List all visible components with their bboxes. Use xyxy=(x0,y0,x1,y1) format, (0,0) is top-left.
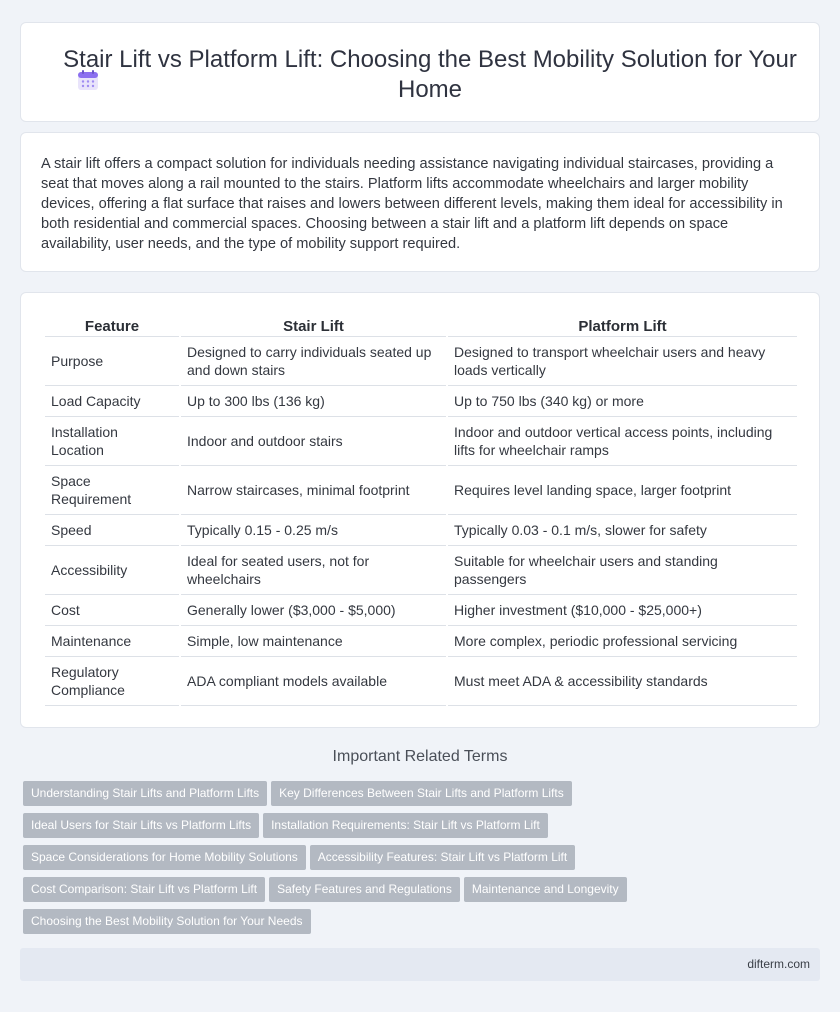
platform-lift-cell: Indoor and outdoor vertical access points, including lifts for wheelchair ramps xyxy=(448,417,797,466)
header-feature: Feature xyxy=(45,315,179,337)
platform-lift-cell: Typically 0.03 - 0.1 m/s, slower for safety xyxy=(448,515,797,546)
stair-lift-cell: Generally lower ($3,000 - $5,000) xyxy=(181,595,446,626)
table-row xyxy=(45,466,797,515)
platform-lift-cell: More complex, periodic professional servicing xyxy=(448,626,797,657)
platform-lift-cell: Suitable for wheelchair users and standing passengers xyxy=(448,546,797,595)
stair-lift-cell: Simple, low maintenance xyxy=(181,626,446,657)
footer xyxy=(20,948,820,981)
feature-cell: Maintenance xyxy=(45,626,179,657)
stair-lift-cell: Ideal for seated users, not for wheelchairs xyxy=(181,546,446,595)
table-row xyxy=(45,417,797,466)
table-header-row xyxy=(45,315,797,337)
comparison-card xyxy=(20,292,820,728)
platform-lift-cell: Higher investment ($10,000 - $25,000+) xyxy=(448,595,797,626)
feature-cell: Purpose xyxy=(45,337,179,386)
related-term-tag[interactable]: Understanding Stair Lifts and Platform Lifts xyxy=(23,781,267,806)
table-row xyxy=(45,546,797,595)
header-stair-lift: Stair Lift xyxy=(181,315,446,337)
table-row xyxy=(45,386,797,417)
platform-lift-cell: Designed to transport wheelchair users and heavy loads vertically xyxy=(448,337,797,386)
stair-lift-cell: Up to 300 lbs (136 kg) xyxy=(181,386,446,417)
platform-lift-cell: Requires level landing space, larger footprint xyxy=(448,466,797,515)
stair-lift-cell: Designed to carry individuals seated up and down stairs xyxy=(181,337,446,386)
related-terms-title: Important Related Terms xyxy=(332,748,508,765)
comparison-table xyxy=(43,315,799,706)
platform-lift-cell: Must meet ADA & accessibility standards xyxy=(448,657,797,706)
related-term-tag[interactable]: Cost Comparison: Stair Lift vs Platform Lift xyxy=(23,877,265,902)
page-title: Stair Lift vs Platform Lift: Choosing the Best Mobility Solution for Your Home xyxy=(63,46,797,103)
feature-cell: Accessibility xyxy=(45,546,179,595)
platform-lift-cell: Up to 750 lbs (340 kg) or more xyxy=(448,386,797,417)
related-term-tag[interactable]: Space Considerations for Home Mobility Solutions xyxy=(23,845,306,870)
related-term-tag[interactable]: Maintenance and Longevity xyxy=(464,877,627,902)
stair-lift-cell: Typically 0.15 - 0.25 m/s xyxy=(181,515,446,546)
title-card xyxy=(20,22,820,122)
header-platform-lift: Platform Lift xyxy=(448,315,797,337)
related-term-tag[interactable]: Safety Features and Regulations xyxy=(269,877,460,902)
table-row xyxy=(45,657,797,706)
feature-cell: Regulatory Compliance xyxy=(45,657,179,706)
intro-card xyxy=(20,132,820,272)
related-term-tag[interactable]: Choosing the Best Mobility Solution for Your Needs xyxy=(23,909,311,934)
feature-cell: Load Capacity xyxy=(45,386,179,417)
table-row xyxy=(45,626,797,657)
feature-cell: Speed xyxy=(45,515,179,546)
stair-lift-cell: Narrow staircases, minimal footprint xyxy=(181,466,446,515)
table-row xyxy=(45,595,797,626)
table-row xyxy=(45,515,797,546)
feature-cell: Cost xyxy=(45,595,179,626)
related-terms-list xyxy=(23,781,813,941)
stair-lift-cell: Indoor and outdoor stairs xyxy=(181,417,446,466)
feature-cell: Space Requirement xyxy=(45,466,179,515)
related-term-tag[interactable]: Accessibility Features: Stair Lift vs Platform Lift xyxy=(310,845,575,870)
related-term-tag[interactable]: Key Differences Between Stair Lifts and Platform Lifts xyxy=(271,781,572,806)
footer-site-link[interactable]: difterm.com xyxy=(747,957,810,971)
feature-cell: Installation Location xyxy=(45,417,179,466)
stair-lift-cell: ADA compliant models available xyxy=(181,657,446,706)
table-row xyxy=(45,337,797,386)
related-term-tag[interactable]: Ideal Users for Stair Lifts vs Platform Lifts xyxy=(23,813,259,838)
intro-paragraph: A stair lift offers a compact solution for individuals needing assistance navigating individual staircases, providing a seat that moves along a rail mounted to the stairs. Platform lifts accommodate wheelchairs and larger mobility devices, offering a flat surface that raises and lowers between different levels, making them ideal for accessibility in both residential and commercial spaces. Choosing between a stair lift and a platform lift depends on space availability, user needs, and the type of mobility support required. xyxy=(41,156,783,252)
related-term-tag[interactable]: Installation Requirements: Stair Lift vs Platform Lift xyxy=(263,813,548,838)
